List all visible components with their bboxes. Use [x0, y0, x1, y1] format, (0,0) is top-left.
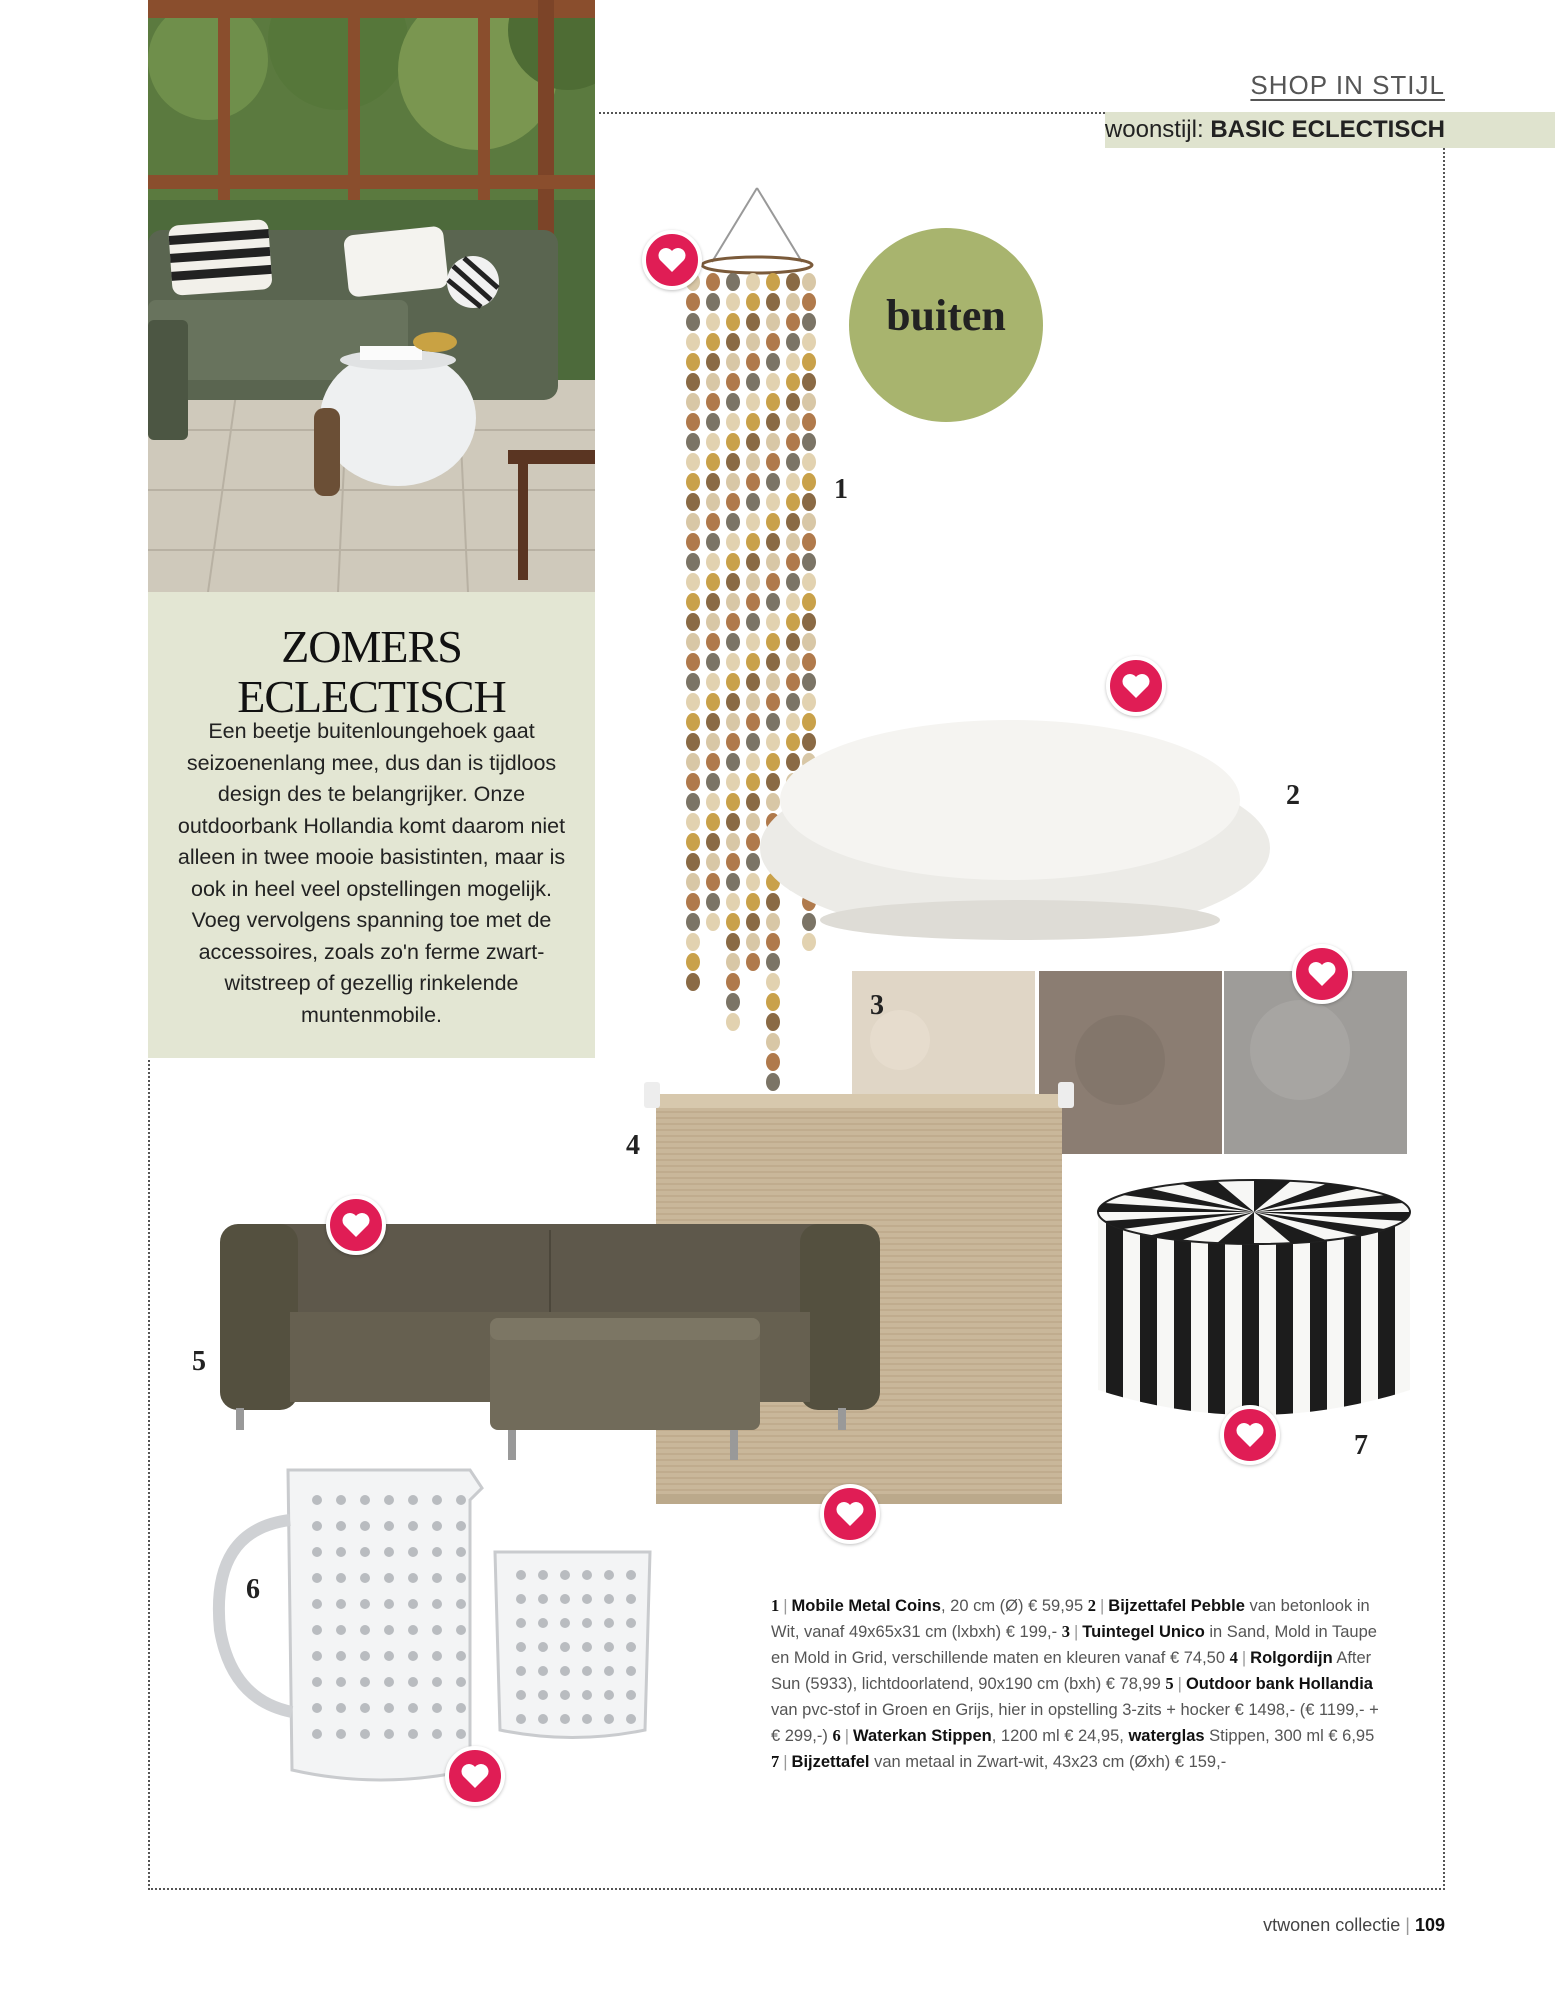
caption-desc-3: in Sand, Mold in Taupe en Mold in Grid, verschillende maten en kleuren vanaf € 74,50 — [771, 1623, 1377, 1667]
caption-name-3: Tuintegel Unico — [1082, 1623, 1205, 1641]
page-number: 109 — [1414, 1915, 1445, 1935]
product-number-7: 7 — [1354, 1430, 1368, 1461]
favorite-heart-icon-4[interactable] — [820, 1484, 880, 1544]
caption-name-5: Outdoor bank Hollandia — [1185, 1675, 1373, 1693]
product-mobile-coins — [686, 188, 816, 1091]
favorite-heart-icon-2[interactable] — [1106, 656, 1166, 716]
product-jug-glass — [219, 1470, 650, 1780]
caption-name-4: Rolgordijn — [1250, 1649, 1333, 1667]
style-name: BASIC ECLECTISCH — [1210, 116, 1445, 143]
caption-num-5: 5 — [1165, 1674, 1174, 1693]
caption-desc-6b: Stippen, 300 ml € 6,95 — [1204, 1727, 1375, 1745]
caption-num-4: 4 — [1229, 1648, 1238, 1667]
favorite-heart-icon-1[interactable] — [642, 230, 702, 290]
caption-name-7: Bijzettafel — [791, 1753, 870, 1771]
section-title: SHOP IN STIJL — [1250, 70, 1445, 100]
product-number-5: 5 — [192, 1346, 206, 1377]
caption-desc-7: van metaal in Zwart-wit, 43x23 cm (Øxh) € 159,- — [869, 1753, 1227, 1771]
product-number-2: 2 — [1286, 780, 1300, 811]
favorite-heart-icon-7[interactable] — [1220, 1405, 1280, 1465]
page-footer: vtwonen collectie | 109 — [1263, 1915, 1445, 1935]
caption-desc-2: van betonlook in Wit, vanaf 49x65x31 cm (lxbxh) € 199,- — [771, 1597, 1370, 1641]
product-number-1: 1 — [834, 474, 848, 505]
product-caption: 1 | Mobile Metal Coins, 20 cm (Ø) € 59,95 2 | Bijzettafel Pebble van betonlook in Wit, vanaf 49x65x31 cm (lxbxh) € 199,- 3 | Tuintegel Unico in Sand, Mold in Taupe en Mold in Grid, verschillende maten en kleuren vanaf € 74,50 4 | Rolgordijn After Sun (5933), lichtdoorlatend, 90x190 cm (bxh) € 78,99 5 | Outdoor bank Hollandia van pvc-stof in Groen en Grijs, hier in opstelling 3-zits + hocker € 1498,- (€ 1199,- + € 299,-) 6 | Waterkan Stippen, 1200 ml € 24,95, waterglas Stippen, 300 ml € 6,95 7 | Bijzettafel van metaal in Zwart-wit, 43x23 cm (Øxh) € 159,- — [771, 1596, 1379, 1771]
buiten-label: buiten — [886, 291, 1006, 340]
caption-desc-1: , 20 cm (Ø) € 59,95 — [940, 1597, 1084, 1615]
caption-desc-5: van pvc-stof in Groen en Grijs, hier in opstelling 3-zits + hocker € 1498,- (€ 1199,- + € 299,-) — [771, 1701, 1379, 1745]
caption-desc-6: , 1200 ml € 24,95, — [991, 1727, 1129, 1745]
product-number-4: 4 — [626, 1130, 640, 1161]
caption-desc-4: After Sun (5933), lichtdoorlatend, 90x190 cm (bxh) € 78,99 — [771, 1649, 1372, 1693]
caption-num-7: 7 — [771, 1752, 780, 1771]
favorite-heart-icon-5[interactable] — [326, 1195, 386, 1255]
caption-name-2: Bijzettafel Pebble — [1108, 1597, 1245, 1615]
style-prefix: woonstijl: — [1104, 116, 1204, 143]
caption-num-2: 2 — [1087, 1596, 1096, 1615]
caption-num-3: 3 — [1061, 1622, 1070, 1641]
intro-title-line1: ZOMERS — [281, 621, 462, 672]
intro-title-line2: ECLECTISCH — [237, 671, 506, 722]
magazine-name: vtwonen collectie — [1263, 1915, 1401, 1935]
product-number-3: 3 — [870, 990, 884, 1021]
intro-text: Een beetje buitenloungehoek gaat seizoenenlang mee, dus dan is tijdloos design des te belangrijker. Onze outdoorbank Hollandia komt daarom niet alleen in twee mooie basistinten, maar is ook in heel veel opstellingen mogelijk. Voeg vervolgens spanning toe met de accessoires, zoals zo'n ferme zwart-witstreep of gezellig rinkelende muntenmobile. — [177, 719, 566, 1027]
product-number-6: 6 — [246, 1574, 260, 1605]
favorite-heart-icon-3[interactable] — [1292, 944, 1352, 1004]
caption-num-1: 1 — [771, 1596, 780, 1615]
product-pebble-table — [760, 720, 1270, 940]
caption-num-6: 6 — [832, 1726, 841, 1745]
caption-name-1: Mobile Metal Coins — [791, 1597, 941, 1615]
caption-name-6b: waterglas — [1128, 1727, 1205, 1745]
caption-name-6: Waterkan Stippen — [853, 1727, 992, 1745]
favorite-heart-icon-6[interactable] — [445, 1746, 505, 1806]
